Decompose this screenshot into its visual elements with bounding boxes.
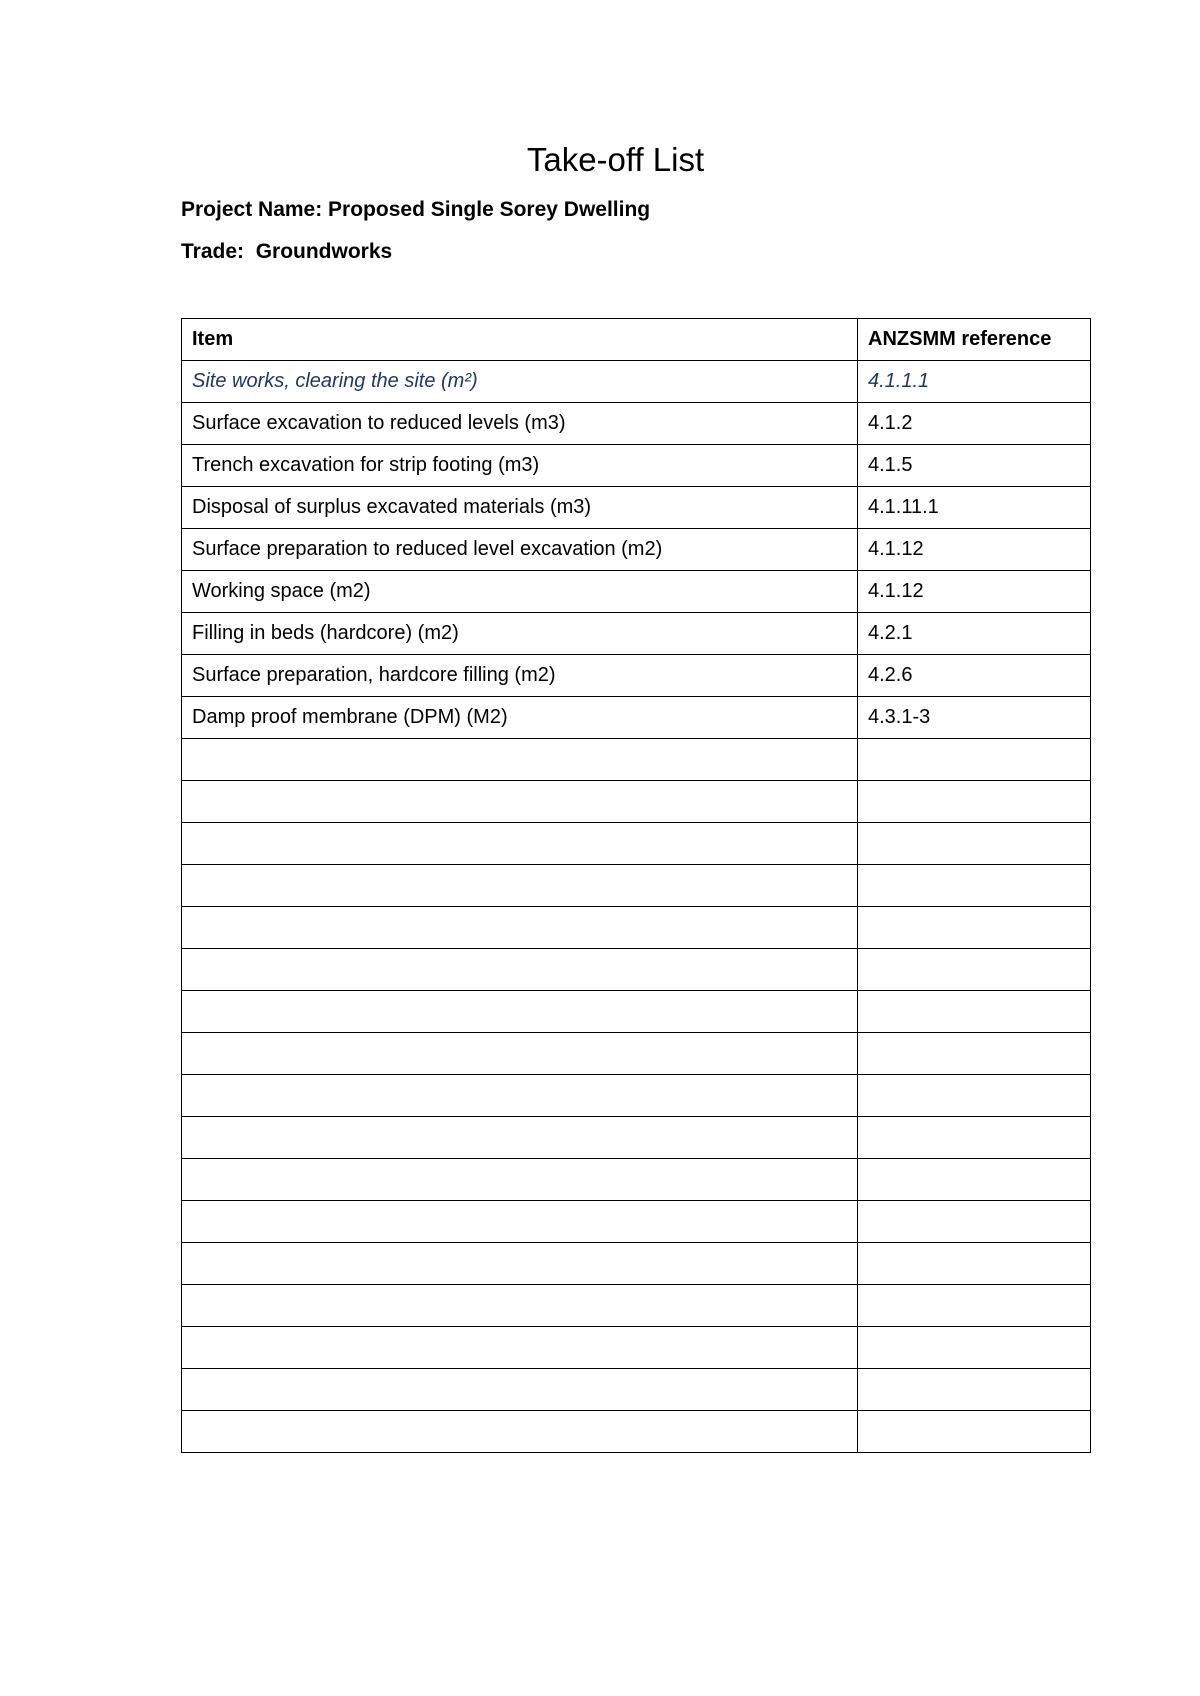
item-cell: Filling in beds (hardcore) (m2) [182, 613, 858, 655]
anzsmm-reference-cell: 4.3.1-3 [858, 697, 1091, 739]
item-cell: Site works, clearing the site (m²) [182, 361, 858, 403]
item-cell: Working space (m2) [182, 571, 858, 613]
item-cell [182, 907, 858, 949]
anzsmm-reference-cell: 4.1.2 [858, 403, 1091, 445]
table-row [182, 697, 1091, 739]
table-row [182, 613, 1091, 655]
table-row [182, 361, 1091, 403]
anzsmm-reference-cell [858, 739, 1091, 781]
anzsmm-reference-cell [858, 1201, 1091, 1243]
item-cell: Trench excavation for strip footing (m3) [182, 445, 858, 487]
item-cell [182, 1033, 858, 1075]
anzsmm-reference-cell: 4.1.12 [858, 529, 1091, 571]
table-row [182, 1117, 1091, 1159]
table-row [182, 1159, 1091, 1201]
item-cell: Surface preparation to reduced level excavation (m2) [182, 529, 858, 571]
anzsmm-reference-cell: 4.1.11.1 [858, 487, 1091, 529]
anzsmm-reference-cell [858, 781, 1091, 823]
anzsmm-reference-cell [858, 1327, 1091, 1369]
table-row [182, 907, 1091, 949]
item-cell [182, 1159, 858, 1201]
anzsmm-reference-cell [858, 1117, 1091, 1159]
anzsmm-reference-cell [858, 1411, 1091, 1453]
table-row [182, 781, 1091, 823]
anzsmm-reference-cell [858, 1285, 1091, 1327]
item-cell: Surface excavation to reduced levels (m3) [182, 403, 858, 445]
table-row [182, 445, 1091, 487]
item-cell [182, 865, 858, 907]
item-cell [182, 1117, 858, 1159]
item-cell [182, 1327, 858, 1369]
item-cell [182, 1201, 858, 1243]
anzsmm-reference-cell: 4.1.5 [858, 445, 1091, 487]
anzsmm-reference-cell [858, 1033, 1091, 1075]
table-header-row [182, 319, 1091, 361]
item-cell [182, 823, 858, 865]
anzsmm-reference-cell [858, 823, 1091, 865]
table-row [182, 1075, 1091, 1117]
table-row [182, 865, 1091, 907]
takeoff-table-body [182, 361, 1091, 1453]
item-cell [182, 1243, 858, 1285]
table-row [182, 739, 1091, 781]
trade-line: Trade: Groundworks [181, 240, 393, 263]
table-row [182, 823, 1091, 865]
column-header-anzsmm-reference: ANZSMM reference [858, 319, 1091, 361]
takeoff-table [181, 318, 1091, 1453]
project-name-line: Project Name: Proposed Single Sorey Dwelling [181, 198, 651, 221]
item-cell: Damp proof membrane (DPM) (M2) [182, 697, 858, 739]
anzsmm-reference-cell [858, 1243, 1091, 1285]
anzsmm-reference-cell [858, 865, 1091, 907]
page-title: Take-off List [526, 141, 705, 178]
item-cell [182, 1075, 858, 1117]
item-cell [182, 949, 858, 991]
anzsmm-reference-cell: 4.2.1 [858, 613, 1091, 655]
column-header-item: Item [182, 319, 858, 361]
anzsmm-reference-cell: 4.2.6 [858, 655, 1091, 697]
anzsmm-reference-cell: 4.1.1.1 [858, 361, 1091, 403]
table-row [182, 529, 1091, 571]
item-cell [182, 1285, 858, 1327]
table-row [182, 571, 1091, 613]
table-row [182, 1033, 1091, 1075]
table-row [182, 487, 1091, 529]
anzsmm-reference-cell [858, 1159, 1091, 1201]
item-cell [182, 1369, 858, 1411]
table-row [182, 1369, 1091, 1411]
table-row [182, 949, 1091, 991]
table-row [182, 991, 1091, 1033]
anzsmm-reference-cell [858, 907, 1091, 949]
anzsmm-reference-cell [858, 991, 1091, 1033]
table-row [182, 1285, 1091, 1327]
anzsmm-reference-cell [858, 949, 1091, 991]
anzsmm-reference-cell [858, 1369, 1091, 1411]
item-cell [182, 781, 858, 823]
table-row [182, 1411, 1091, 1453]
anzsmm-reference-cell [858, 1075, 1091, 1117]
item-cell: Disposal of surplus excavated materials (m3) [182, 487, 858, 529]
table-row [182, 1243, 1091, 1285]
anzsmm-reference-cell: 4.1.12 [858, 571, 1091, 613]
item-cell: Surface preparation, hardcore filling (m2) [182, 655, 858, 697]
item-cell [182, 1411, 858, 1453]
item-cell [182, 739, 858, 781]
table-row [182, 403, 1091, 445]
item-cell [182, 991, 858, 1033]
table-row [182, 1201, 1091, 1243]
table-row [182, 1327, 1091, 1369]
table-row [182, 655, 1091, 697]
